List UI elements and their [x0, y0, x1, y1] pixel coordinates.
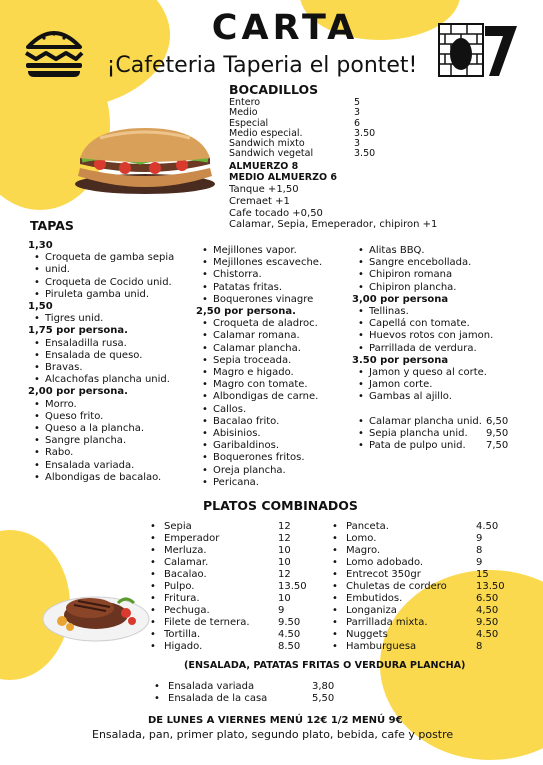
item-price: 9.50	[278, 617, 301, 628]
table-row	[150, 629, 310, 641]
price-group: 1,30	[28, 240, 53, 251]
table-row	[332, 605, 512, 617]
item-price: 12	[278, 521, 291, 532]
item-name: Sandwich vegetal	[229, 148, 314, 160]
price-group: 2,00 por persona.	[28, 386, 128, 398]
list-item: • Queso a la plancha.	[28, 423, 208, 435]
sandwich-image	[70, 118, 220, 198]
item-name: • Magro.	[346, 545, 381, 556]
price-group: 3,00 por persona	[352, 293, 449, 305]
list-item: • Jamon corte.	[352, 379, 532, 391]
table-row	[332, 557, 512, 569]
bocadillos-heading: BOCADILLOS	[229, 82, 319, 97]
item-price: 9,50	[486, 427, 509, 439]
item-price: 8.50	[278, 641, 301, 652]
item-name: • Fritura.	[164, 593, 200, 604]
list-item: • Gambas al ajillo.	[352, 391, 532, 403]
tapas-col2	[196, 245, 356, 489]
item-price: 3	[354, 107, 361, 119]
item-name: • Longaniza	[346, 605, 397, 616]
list-item: • Parrillada de verdura.	[352, 343, 532, 355]
item-name: • Merluza.	[164, 545, 207, 556]
item-price: 6	[354, 117, 361, 129]
list-item: • Alcachofas plancha unid.	[28, 374, 208, 386]
price-group: 2,50 por persona.	[196, 306, 296, 318]
table-row	[332, 617, 512, 629]
list-item: • Patatas fritas.	[196, 282, 356, 294]
list-item: • Boquerones vinagre	[196, 294, 356, 306]
item-price: 13.50	[476, 581, 505, 592]
list-item: • Croqueta de Cocido unid.	[28, 277, 208, 289]
table-row	[150, 557, 310, 569]
list-item: • Bacalao frito.	[196, 416, 356, 428]
list-item	[352, 416, 532, 428]
price-group: 1,50	[28, 301, 53, 313]
list-item: • Oreja plancha.	[196, 465, 356, 477]
item-name: Entero	[229, 97, 261, 108]
extra-item: Cremaet +1	[229, 195, 290, 207]
list-item	[229, 98, 429, 108]
table-row	[332, 545, 512, 557]
price-group: 3.50 por persona	[352, 354, 449, 366]
item-price: 8	[476, 545, 483, 556]
table-row	[332, 641, 512, 653]
list-item: • Boquerones fritos.	[196, 452, 356, 464]
list-item: • Albondigas de carne.	[196, 391, 356, 403]
extra-item: Calamar, Sepia, Emeperador, chipiron +1	[229, 219, 438, 231]
item-price: 3.50	[354, 148, 376, 160]
item-price: 5,50	[312, 693, 335, 704]
table-row	[150, 593, 310, 605]
item-name: • Calamar.	[164, 557, 209, 568]
table-row	[332, 593, 512, 605]
list-item: • Pericana.	[196, 477, 356, 489]
list-item: • Rabo.	[28, 447, 208, 459]
item-name: Especial	[229, 117, 269, 129]
table-row	[332, 569, 512, 581]
item-name: • Filete de ternera.	[164, 617, 250, 628]
table-row	[154, 681, 354, 693]
item-name: Medio especial.	[229, 127, 303, 139]
list-item: • Queso frito.	[28, 411, 208, 423]
list-item: • Capellá con tomate.	[352, 318, 532, 330]
item-price: 6.50	[476, 593, 499, 604]
burger-icon	[22, 25, 86, 79]
almuerzo-label: ALMUERZO 8	[229, 161, 299, 172]
table-row	[154, 693, 354, 705]
item-price: 3	[354, 138, 361, 150]
item-name: Calamar plancha unid.	[369, 415, 482, 427]
table-row	[150, 581, 310, 593]
item-name: • Emperador	[164, 533, 220, 544]
item-name: • Bacalao.	[164, 569, 207, 580]
list-item: • Ensalada variada.	[28, 460, 208, 472]
item-name: • Ensalada variada	[168, 681, 255, 692]
item-price: 4.50	[476, 521, 499, 532]
page-subtitle: ¡Cafeteria Taperia el pontet!	[106, 53, 418, 78]
list-item	[352, 428, 532, 440]
item-name: Medio	[229, 107, 258, 119]
extras-list	[229, 184, 437, 231]
extra-item: Cafe tocado +0,50	[229, 207, 323, 219]
page-title: CARTA	[211, 8, 359, 48]
table-row	[332, 533, 512, 545]
list-item: • Jamon y queso al corte.	[352, 367, 532, 379]
list-item: • Chistorra.	[196, 269, 356, 281]
tapas-col1	[28, 240, 208, 484]
table-row	[150, 521, 310, 533]
menu-title: DE LUNES A VIERNES MENÚ 12€ 1/2 MENÚ 9€	[148, 715, 403, 726]
item-price: 15	[476, 569, 489, 580]
item-price: 5	[354, 97, 361, 108]
item-name: • Parrillada mixta.	[346, 617, 428, 628]
list-item: • Mejillones escaveche.	[196, 257, 356, 269]
list-item: • Huevos rotos con jamon.	[352, 330, 532, 342]
list-item: • Calamar romana.	[196, 330, 356, 342]
list-item: • Tellinas.	[352, 306, 532, 318]
table-row	[332, 521, 512, 533]
list-item: • Magro con tomate.	[196, 379, 356, 391]
ensaladas-list	[154, 681, 354, 705]
item-name: • Ensalada de la casa	[168, 693, 268, 704]
item-price: 9	[476, 557, 483, 568]
list-item	[352, 440, 532, 452]
platos-note: (ENSALADA, PATATAS FRITAS O VERDURA PLANCHA)	[184, 660, 466, 671]
list-item: • Croqueta de aladroc.	[196, 318, 356, 330]
list-item: • Sangre encebollada.	[352, 257, 532, 269]
item-name: • Pechuga.	[164, 605, 210, 616]
tapas-heading: TAPAS	[30, 218, 74, 233]
list-item: • Garibaldinos.	[196, 440, 356, 452]
table-row	[150, 545, 310, 557]
item-name: Sandwich mixto	[229, 138, 305, 150]
list-item: • Albondigas de bacalao.	[28, 472, 208, 484]
item-name: Pata de pulpo unid.	[369, 440, 466, 452]
platos-left	[150, 521, 310, 653]
list-item: • Piruleta gamba unid.	[28, 289, 208, 301]
item-price: 13.50	[278, 581, 307, 592]
item-name: • Nuggets	[346, 629, 388, 640]
item-price: 6,50	[486, 415, 509, 427]
table-row	[150, 533, 310, 545]
item-price: 4,50	[476, 605, 499, 616]
item-name: • Pulpo.	[164, 581, 195, 592]
table-row	[150, 641, 310, 653]
table-row	[150, 617, 310, 629]
item-price: 4.50	[278, 629, 301, 640]
item-name: Sepia plancha unid.	[369, 427, 468, 439]
list-item	[229, 149, 429, 159]
list-item: • Mejillones vapor.	[196, 245, 356, 257]
item-price: 3,80	[312, 681, 335, 692]
item-name: • Chuletas de cordero	[346, 581, 447, 592]
item-price: 10	[278, 593, 291, 604]
item-price: 12	[278, 569, 291, 580]
tapas-col3	[352, 245, 532, 452]
list-item: • Sepia troceada.	[196, 355, 356, 367]
item-price: 9.50	[476, 617, 499, 628]
item-price: 9	[278, 605, 285, 616]
logo-brick-icon	[437, 20, 519, 80]
list-item: • unid.	[28, 264, 208, 276]
table-row	[150, 605, 310, 617]
medio-almuerzo-label: MEDIO ALMUERZO 6	[229, 172, 338, 183]
menu-description: Ensalada, pan, primer plato, segundo plato, bebida, cafe y postre	[92, 728, 454, 741]
item-name: • Entrecot 350gr	[346, 569, 421, 580]
price-group: 1,75 por persona.	[28, 325, 128, 337]
item-name: • Panceta.	[346, 521, 389, 532]
list-item: • Callos.	[196, 404, 356, 416]
item-name: • Lomo.	[346, 533, 377, 544]
item-price: 4.50	[476, 629, 499, 640]
item-price: 12	[278, 533, 291, 544]
item-name: • Lomo adobado.	[346, 557, 424, 568]
table-row	[332, 581, 512, 593]
item-name: • Sepia	[164, 521, 192, 532]
platos-right	[332, 521, 512, 653]
steak-image	[40, 575, 152, 647]
list-item: • Bravas.	[28, 362, 208, 374]
list-item: • Tigres unid.	[28, 313, 208, 325]
list-item: • Ensaladilla rusa.	[28, 338, 208, 350]
list-item: • Abisinios.	[196, 428, 356, 440]
list-item: • Sangre plancha.	[28, 435, 208, 447]
list-item: • Alitas BBQ.	[352, 245, 532, 257]
item-price: 10	[278, 545, 291, 556]
list-item: • Magro e higado.	[196, 367, 356, 379]
item-price: 7,50	[486, 440, 509, 452]
bocadillos-list	[229, 98, 429, 160]
list-item: • Croqueta de gamba sepia	[28, 252, 208, 264]
list-item: • Morro.	[28, 399, 208, 411]
item-name: • Tortilla.	[164, 629, 201, 640]
table-row	[332, 629, 512, 641]
item-name: • Embutidos.	[346, 593, 403, 604]
item-name: • Higado.	[164, 641, 203, 652]
list-item: • Ensalada de queso.	[28, 350, 208, 362]
extra-item: Tanque +1,50	[229, 184, 299, 195]
list-item: • Calamar plancha.	[196, 343, 356, 355]
list-item: • Chipiron plancha.	[352, 282, 532, 294]
item-price: 3.50	[354, 127, 376, 139]
table-row	[150, 569, 310, 581]
item-price: 8	[476, 641, 483, 652]
platos-heading: PLATOS COMBINADOS	[203, 498, 358, 513]
list-item: • Chipiron romana	[352, 269, 532, 281]
logo	[437, 20, 519, 80]
item-name: • Hamburguesa	[346, 641, 417, 652]
item-price: 10	[278, 557, 291, 568]
item-price: 9	[476, 533, 483, 544]
